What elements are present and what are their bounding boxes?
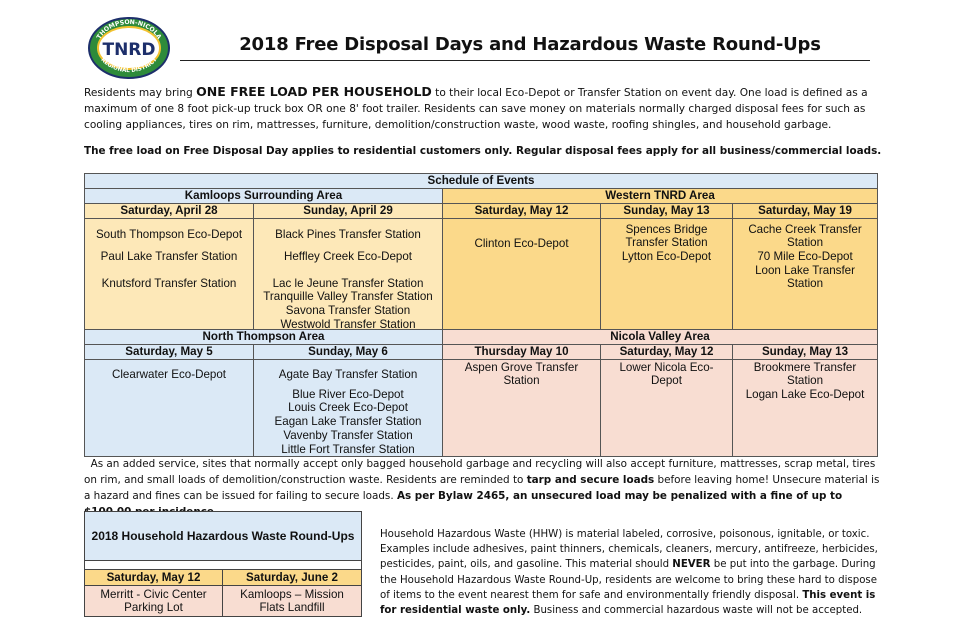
intro-paragraph [84, 84, 884, 133]
day-header: Saturday, May 12 [443, 204, 601, 219]
location-item: 70 Mile Eco-Depot [757, 250, 853, 263]
location-item: Paul Lake Transfer Station [100, 250, 238, 263]
day-header: Sunday, May 13 [601, 204, 733, 219]
area-western: Western TNRD Area [443, 189, 878, 204]
location-item: Savona Transfer Station [285, 304, 411, 317]
location-item: Lytton Eco-Depot [621, 250, 712, 263]
location-item: Tranquille Valley Transfer Station [263, 290, 433, 303]
secure-bold-1: tarp and secure loads [526, 474, 655, 486]
hhw-location-line: Flats Landfill [259, 601, 325, 614]
intro-text-1: Residents may bring [84, 87, 197, 99]
locations-cell [85, 360, 254, 457]
day-header: Saturday, May 12 [601, 345, 733, 360]
hhw-location-line: Parking Lot [124, 601, 183, 614]
locations-cell [443, 219, 601, 330]
location-item: Station [503, 374, 540, 387]
logo-top-text: THOMPSON-NICOLA [95, 18, 163, 41]
tnrd-logo [88, 8, 170, 90]
location-item: Depot [651, 374, 682, 387]
location-item: Station [786, 236, 824, 249]
area-kamloops: Kamloops Surrounding Area [85, 189, 443, 204]
area-nicola-valley: Nicola Valley Area [443, 330, 878, 345]
location-item: Little Fort Transfer Station [281, 443, 415, 456]
residential-note: The free load on Free Disposal Day applies to residential customers only. Regular disposal fees apply for all business/commercial loads. [84, 145, 882, 157]
hhw-location-cell [85, 586, 223, 617]
location-item: Station [786, 374, 824, 387]
location-item: Lower Nicola Eco- [619, 361, 714, 374]
schedule-table [84, 173, 878, 457]
day-header: Saturday, April 28 [85, 204, 254, 219]
hhw-location-cell [223, 586, 362, 617]
location-item: Blue River Eco-Depot [292, 388, 404, 401]
day-header: Saturday, May 5 [85, 345, 254, 360]
secure-text-1: As an added service, sites that normally accept only bagged household garbage and recycling will also accept furniture, mattresses, scrap metal, tires on rim, and small loads of demolition/construction waste. Residents are reminded to [84, 458, 876, 486]
locations-cell [254, 219, 443, 330]
title-divider [180, 60, 870, 61]
locations-cell [733, 360, 878, 457]
location-item: Black Pines Transfer Station [275, 228, 421, 241]
hhw-location-line: Kamloops – Mission [240, 588, 344, 601]
location-item: Vavenby Transfer Station [283, 429, 413, 442]
day-header: Sunday, May 6 [254, 345, 443, 360]
locations-cell [601, 219, 733, 330]
location-item: Logan Lake Eco-Depot [745, 388, 865, 401]
day-header: Thursday May 10 [443, 345, 601, 360]
location-item: Eagan Lake Transfer Station [274, 415, 422, 428]
locations-cell [85, 219, 254, 330]
location-item: South Thompson Eco-Depot [95, 228, 243, 241]
logo-bottom-text: REGIONAL DISTRICT [99, 56, 159, 75]
area-north-thompson: North Thompson Area [85, 330, 443, 345]
location-item: Aspen Grove Transfer [464, 361, 579, 374]
hhw-bold: This event is for residential waste only. [380, 589, 876, 617]
locations-cell [733, 219, 878, 330]
logo-main-text: TNRD [102, 40, 156, 60]
intro-text-2: to their local Eco-Depot or Transfer Station on event day. One load is defined as a maximum of one 8 foot pick-up truck box OR one 8' foot trailer. Residents can save money on materials normally charged disposal fees for such as cooling appliances, tires on rim, mattresses, furniture, demolition/construction waste, wood waste, roofing shingles, and household garbage. [84, 87, 868, 131]
day-header: Saturday, May 19 [733, 204, 878, 219]
location-item: Clinton Eco-Depot [474, 237, 569, 250]
location-item: Knutsford Transfer Station [101, 277, 237, 290]
locations-cell [254, 360, 443, 457]
hhw-text-3: Business and commercial hazardous waste will not be accepted. [530, 605, 863, 617]
page-title: 2018 Free Disposal Days and Hazardous Waste Round-Ups [239, 34, 821, 55]
location-item: Station [786, 277, 824, 290]
hhw-description [380, 527, 880, 618]
locations-cell [601, 360, 733, 457]
hhw-text-1: Household Hazardous Waste (HHW) is material labeled, corrosive, poisonous, ignitable, or toxic. Examples include adhesives, paint thinners, chemicals, cleaners, mercury, antifreeze, herbicides, pesticides, paint, oils, and gasoline. This material should [380, 529, 878, 571]
location-item: Louis Creek Eco-Depot [288, 401, 408, 414]
location-item: Clearwater Eco-Depot [111, 368, 227, 381]
secure-text-2: before leaving home! Unsecure material is a hazard and fines can be issued for failing to secure loads. [84, 474, 880, 502]
day-header: Sunday, April 29 [254, 204, 443, 219]
day-header: Sunday, May 13 [733, 345, 878, 360]
location-item: Brookmere Transfer [753, 361, 857, 374]
intro-highlight: ONE FREE LOAD PER HOUSEHOLD [196, 84, 432, 99]
schedule-title: Schedule of Events [85, 174, 878, 189]
location-item: Westwold Transfer Station [280, 318, 416, 331]
locations-cell [443, 360, 601, 457]
hhw-never: NEVER [672, 559, 711, 571]
hhw-spacer [85, 561, 362, 570]
hhw-location-line: Merritt - Civic Center [100, 588, 207, 601]
location-item: Agate Bay Transfer Station [278, 368, 418, 381]
hhw-title: 2018 Household Hazardous Waste Round-Ups [85, 512, 362, 561]
location-item: Heffley Creek Eco-Depot [283, 250, 413, 263]
location-item: Loon Lake Transfer [755, 264, 855, 277]
hhw-day-header: Saturday, June 2 [223, 570, 362, 586]
hhw-table [84, 511, 362, 617]
location-item: Spences Bridge [625, 223, 708, 236]
secure-bold-2: As per Bylaw 2465, an unsecured load may be penalized with a fine of up to [396, 490, 843, 502]
location-item: Transfer Station [625, 236, 708, 249]
location-item: Cache Creek Transfer [748, 223, 862, 236]
hhw-day-header: Saturday, May 12 [85, 570, 223, 586]
hhw-text-2: be put into the garbage. During the Household Hazardous Waste Round-Up, residents are welcome to bring these hard to dispose of items to the event nearest them for safe and environmentally friendly disposal. [380, 559, 878, 601]
location-item: Lac le Jeune Transfer Station [272, 277, 424, 290]
